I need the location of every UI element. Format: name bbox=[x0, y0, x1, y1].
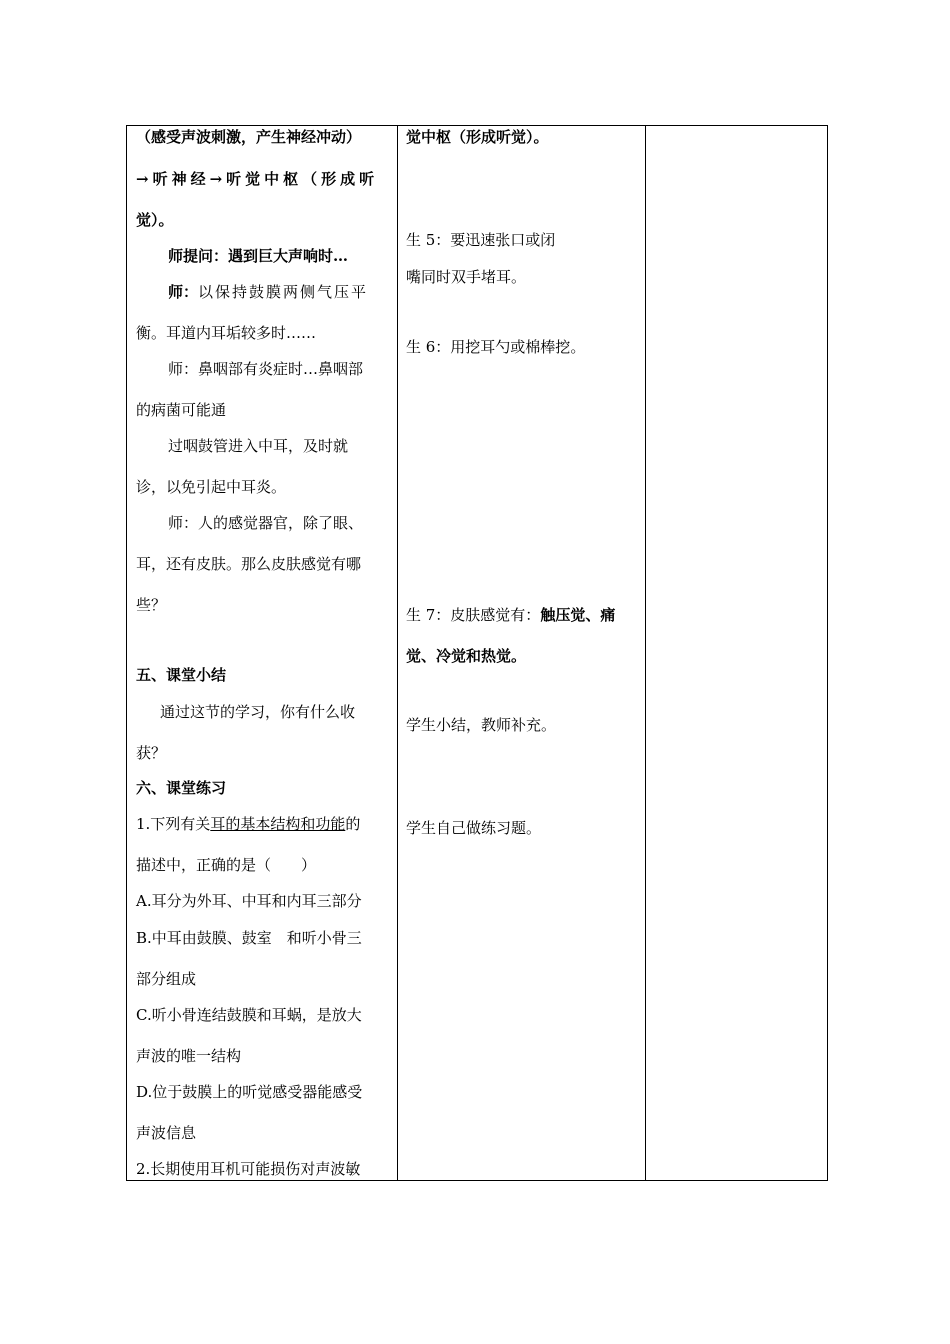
text-line: 诊，以免引起中耳炎。 bbox=[136, 478, 287, 496]
question-1 bbox=[136, 815, 360, 833]
text-line: 描述中，正确的是（ ） bbox=[136, 856, 317, 874]
text-line: 耳，还有皮肤。那么皮肤感觉有哪 bbox=[136, 555, 362, 573]
text-line: 声波的唯一结构 bbox=[136, 1047, 242, 1065]
text-segment: 以保持鼓膜两侧气压平 bbox=[198, 283, 369, 301]
text-line: 觉中枢（形成听觉）。 bbox=[406, 128, 549, 146]
text-line: 过咽鼓管进入中耳，及时就 bbox=[168, 437, 349, 455]
option-a: A.耳分为外耳、中耳和内耳三部分 bbox=[136, 892, 362, 910]
teacher-question: 师提问：遇到巨大声响时… bbox=[168, 247, 349, 265]
section-heading-5: 五、课堂小结 bbox=[136, 666, 227, 684]
student-5: 生 5：要迅速张口或闭 bbox=[406, 231, 556, 249]
text-line: 的病菌可能通 bbox=[136, 401, 227, 419]
text-line: 些？ bbox=[136, 596, 167, 614]
option-b: B.中耳由鼓膜、鼓室 和听小骨三 bbox=[136, 929, 362, 947]
bold-text: 触压觉、痛 bbox=[540, 606, 616, 624]
section-heading-6: 六、课堂练习 bbox=[136, 779, 227, 797]
text-segment: 1.下列有关 bbox=[136, 815, 211, 833]
student-6: 生 6：用挖耳勺或棉棒挖。 bbox=[406, 338, 586, 356]
column-divider-1 bbox=[397, 126, 398, 1180]
text-segment: 的 bbox=[345, 815, 361, 833]
text-segment: 生 7：皮肤感觉有： bbox=[406, 606, 541, 624]
text-line: 通过这节的学习，你有什么收 bbox=[160, 703, 356, 721]
student-7 bbox=[406, 606, 615, 624]
text-line: 嘴同时双手堵耳。 bbox=[406, 268, 527, 286]
underlined-text: 耳的基本结构和功能 bbox=[210, 815, 346, 833]
question-2: 2.长期使用耳机可能损伤对声波敏 bbox=[136, 1160, 361, 1178]
option-d: D.位于鼓膜上的听觉感受器能感受 bbox=[136, 1083, 363, 1101]
text-line: 师：人的感觉器官，除了眼、 bbox=[168, 514, 364, 532]
option-c: C.听小骨连结鼓膜和耳蜗，是放大 bbox=[136, 1006, 362, 1024]
text-line: →听神经→听觉中枢（形成听 bbox=[136, 170, 379, 188]
speaker-label: 师： bbox=[168, 283, 199, 301]
text-line: 师：鼻咽部有炎症时…鼻咽部 bbox=[168, 360, 364, 378]
student-exercise: 学生自己做练习题。 bbox=[406, 819, 542, 837]
text-line: 获？ bbox=[136, 744, 167, 762]
student-summary: 学生小结，教师补充。 bbox=[406, 716, 557, 734]
text-line: 觉）。 bbox=[136, 211, 174, 229]
teacher-answer-1 bbox=[168, 283, 368, 301]
column-divider-2 bbox=[645, 126, 646, 1180]
text-line: （感受声波刺激，产生神经冲动） bbox=[136, 128, 362, 146]
text-line: 声波信息 bbox=[136, 1124, 197, 1142]
text-line: 觉、冷觉和热觉。 bbox=[406, 647, 527, 665]
text-line: 衡。耳道内耳垢较多时…… bbox=[136, 324, 317, 342]
text-line: 部分组成 bbox=[136, 970, 197, 988]
